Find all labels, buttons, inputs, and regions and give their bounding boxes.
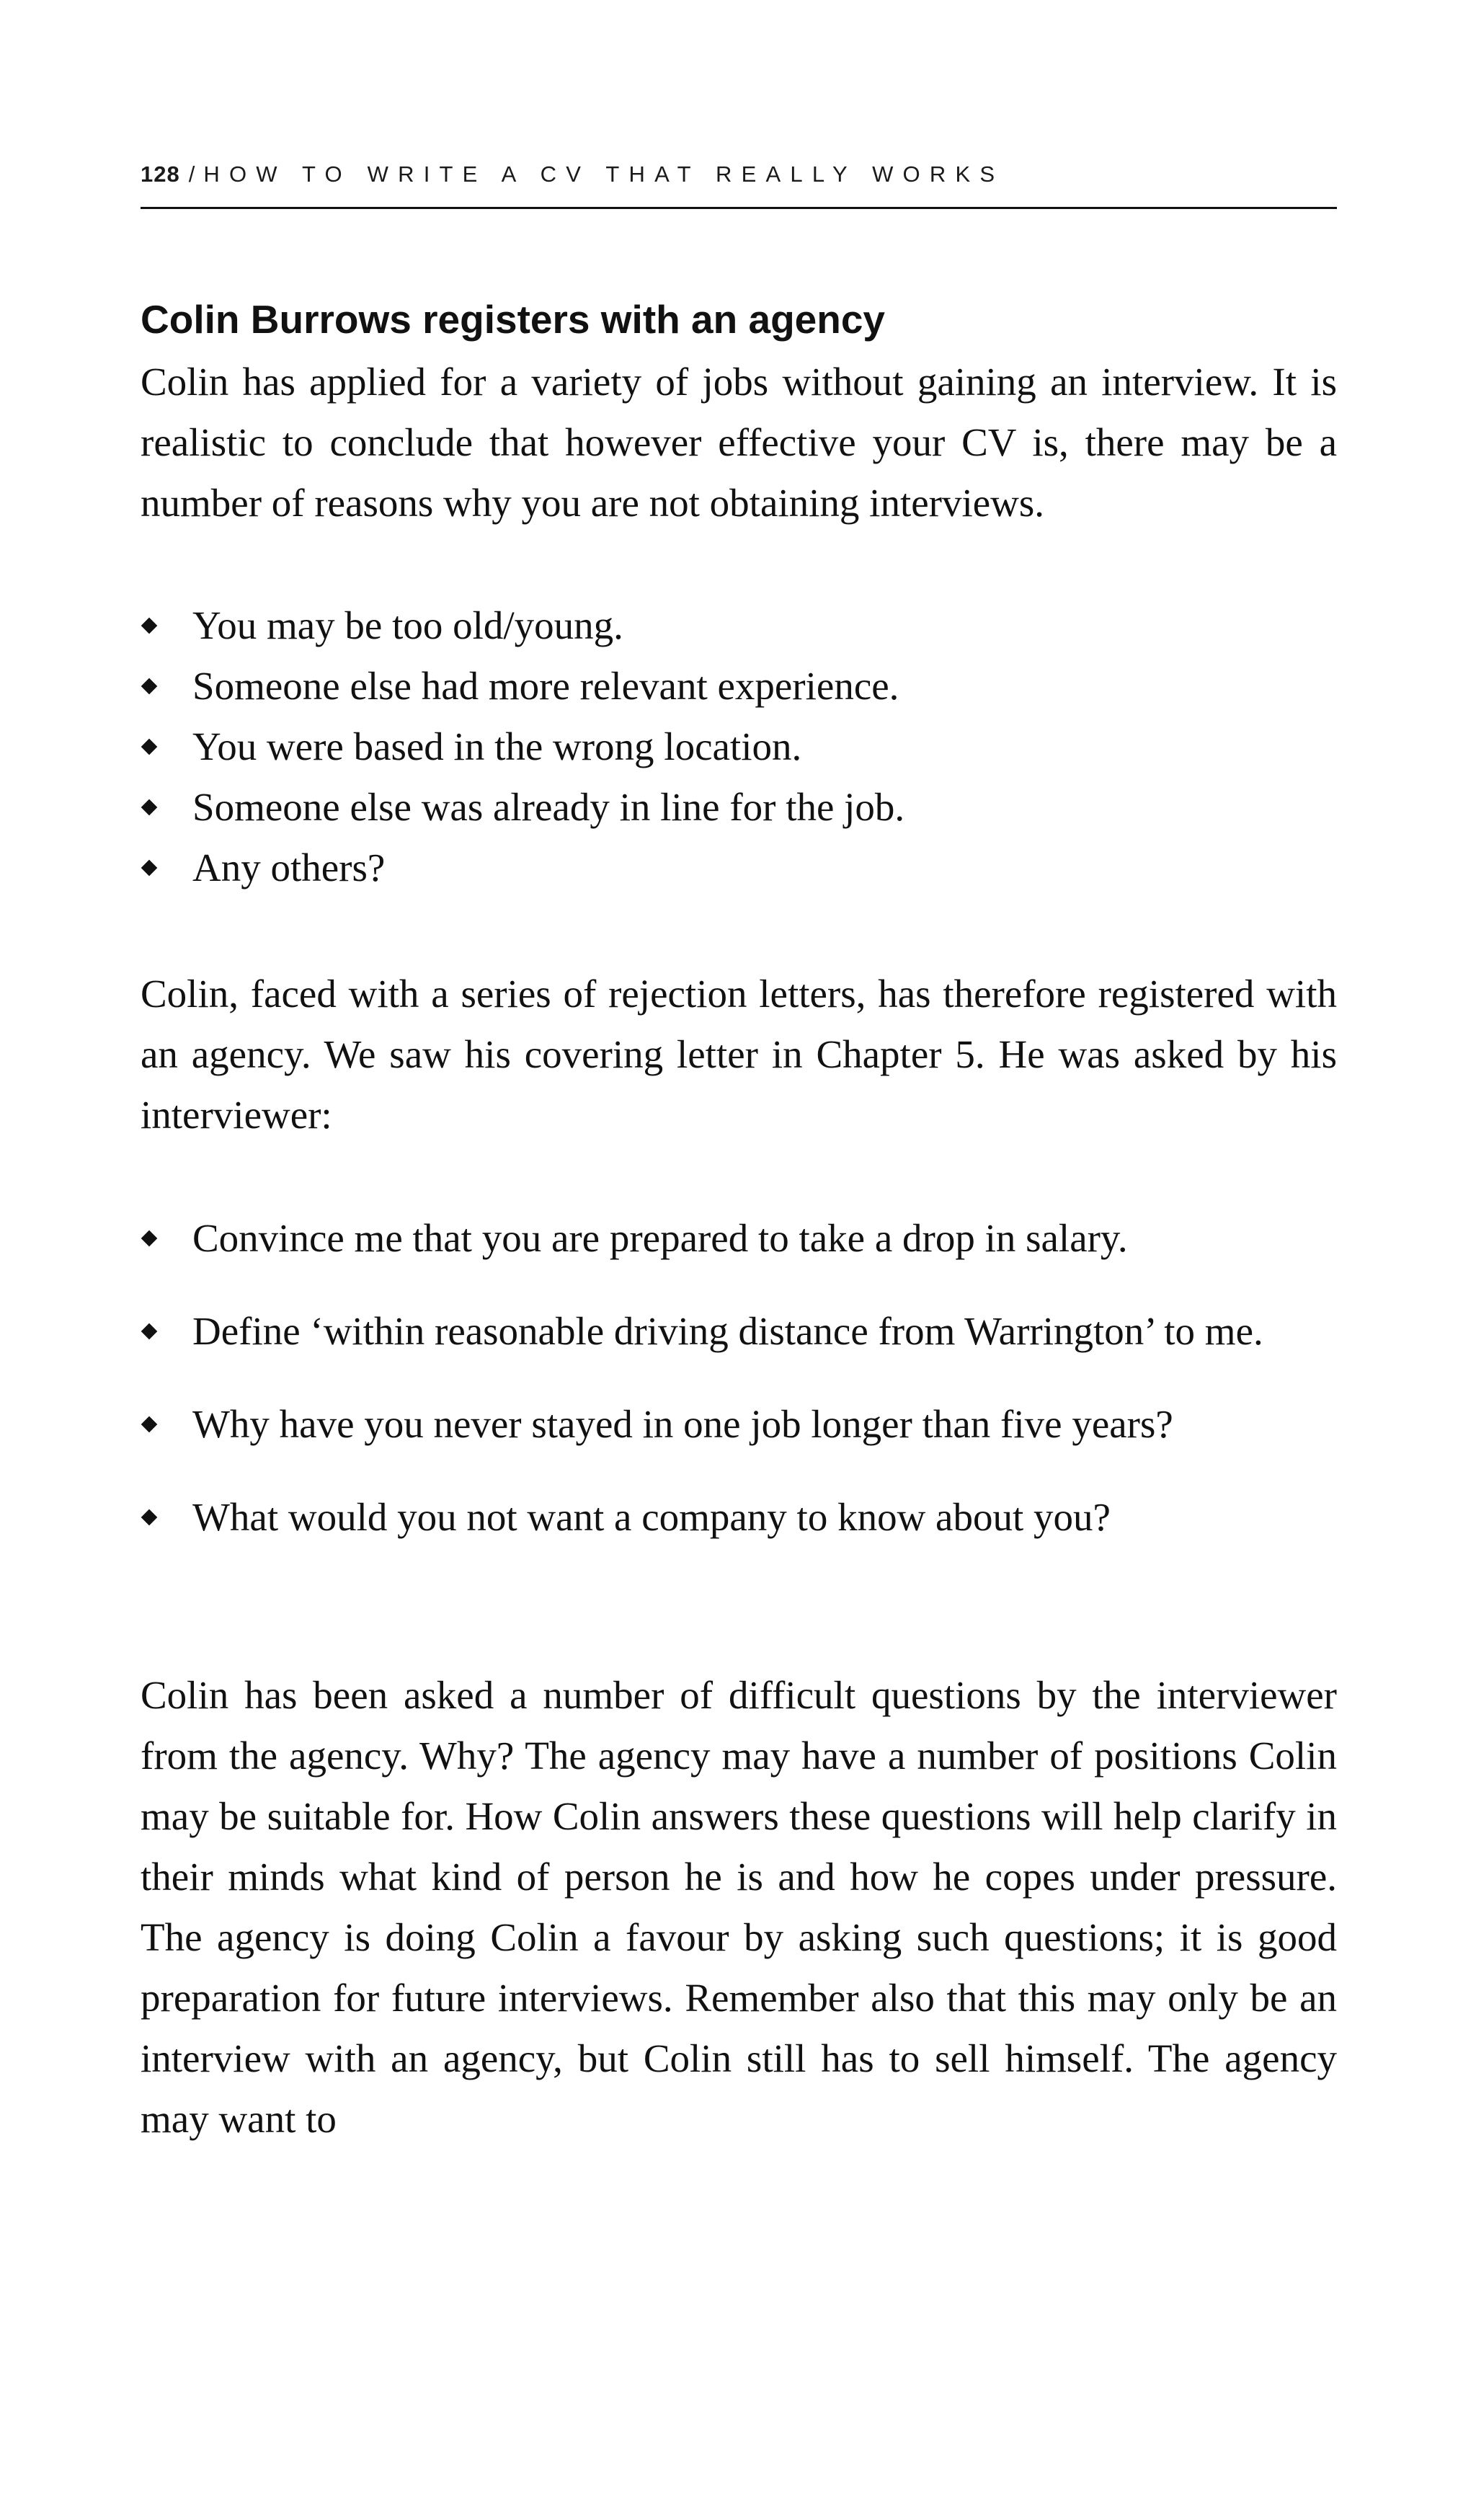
- agency-paragraph: Colin, faced with a series of rejection letters, has therefore registered with an agency. We saw his covering letter in Chapter 5. He was asked by his interviewer:: [141, 972, 1337, 1137]
- list-item: [141, 716, 1337, 777]
- list-item-text: Any others?: [192, 846, 386, 889]
- diamond-bullet-icon: [141, 739, 158, 755]
- list-item: [141, 656, 1337, 716]
- diamond-bullet-icon: [141, 860, 158, 877]
- diamond-bullet-icon: [141, 678, 158, 695]
- diamond-bullet-icon: [141, 799, 158, 816]
- header-separator: /: [188, 161, 195, 187]
- diamond-bullet-icon: [141, 1323, 158, 1340]
- diamond-bullet-icon: [141, 1509, 158, 1526]
- list-item: [141, 838, 1337, 898]
- list-item: [141, 777, 1337, 838]
- list-item: [141, 1301, 1337, 1362]
- list-item: [141, 1208, 1337, 1269]
- reasons-list: [141, 595, 1337, 898]
- list-item-text: Why have you never stayed in one job longer than five years?: [192, 1402, 1173, 1446]
- diamond-bullet-icon: [141, 618, 158, 634]
- running-head: [141, 160, 1337, 189]
- book-page: [141, 0, 1337, 2520]
- list-item-text: Someone else was already in line for the job.: [192, 785, 905, 829]
- interviewer-questions-list: [141, 1208, 1337, 1580]
- list-item-text: Define ‘within reasonable driving distance from Warrington’ to me.: [192, 1309, 1263, 1353]
- list-item-text: You may be too old/young.: [192, 603, 623, 647]
- section-heading: Colin Burrows registers with an agency: [141, 297, 886, 342]
- list-item-text: Someone else had more relevant experience.: [192, 664, 899, 708]
- diamond-bullet-icon: [141, 1416, 158, 1433]
- list-item-text: Convince me that you are prepared to take a drop in salary.: [192, 1216, 1128, 1260]
- list-item-text: You were based in the wrong location.: [192, 724, 802, 768]
- page-number: 128: [141, 161, 180, 187]
- intro-paragraph: Colin has applied for a variety of jobs without gaining an interview. It is realistic to conclude that however effective your CV is, there may be a number of reasons why you are not obtaining interviews.: [141, 360, 1337, 525]
- header-rule: [141, 207, 1337, 209]
- book-title: HOW TO WRITE A CV THAT REALLY WORKS: [203, 161, 1005, 187]
- list-item: [141, 595, 1337, 656]
- list-item: [141, 1394, 1337, 1455]
- diamond-bullet-icon: [141, 1230, 158, 1247]
- list-item: [141, 1487, 1337, 1548]
- closing-paragraph: Colin has been asked a number of difficult questions by the interviewer from the agency. Why? The agency may have a number of positions Colin may be suitable for. How Colin answers these questions will help clarify in their minds what kind of person he is and how he copes under pressure. The agency is doing Colin a favour by asking such questions; it is good preparation for future interviews. Remember also that this may only be an interview with an agency, but Colin still has to sell himself. The agency may want to: [141, 1673, 1337, 2141]
- list-item-text: What would you not want a company to know about you?: [192, 1495, 1111, 1539]
